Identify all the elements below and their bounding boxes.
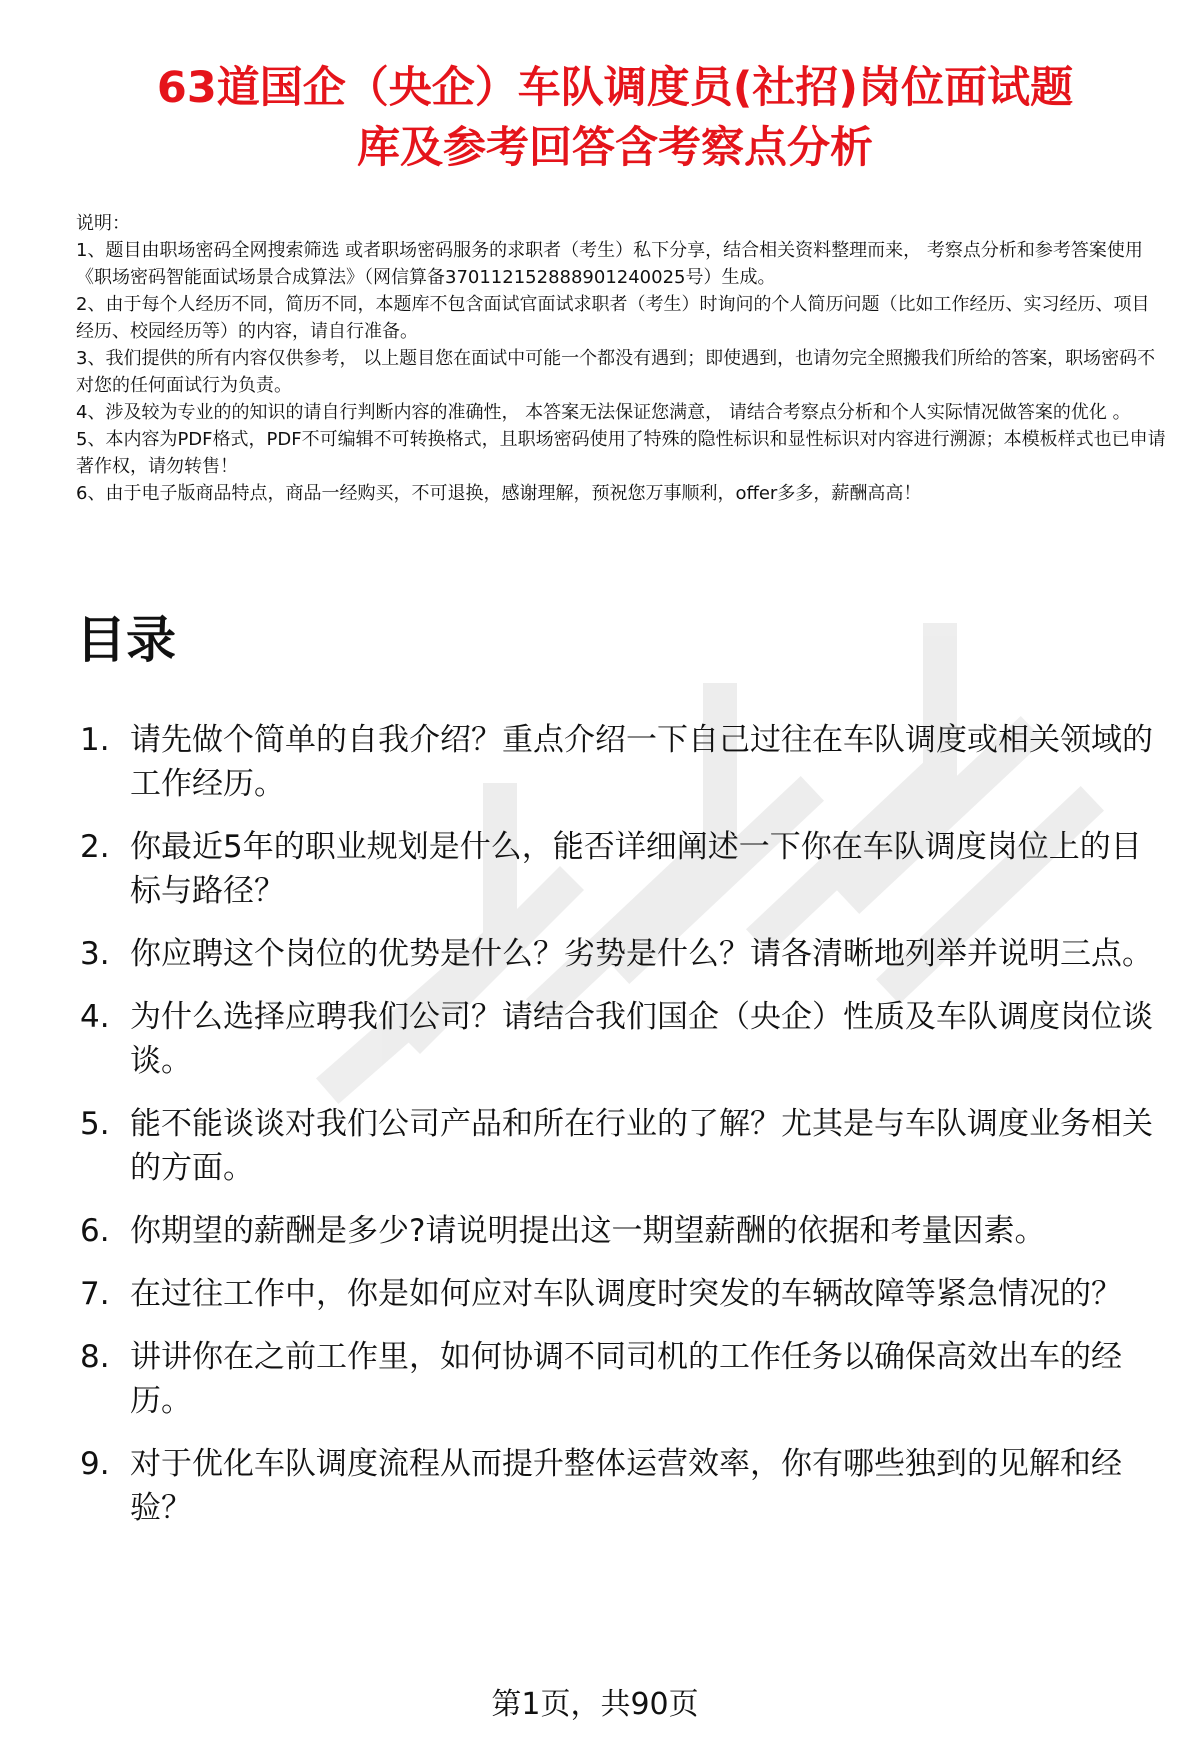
toc-heading: 目录 xyxy=(76,611,176,669)
toc-item-text: 对于优化车队调度流程从而提升整体运营效率，你有哪些独到的见解和经验？ xyxy=(130,1446,1122,1526)
note-item: 6、由于电子版商品特点，商品一经购买，不可退换，感谢理解，预祝您万事顺利，offer多多，薪酬高高！ xyxy=(76,483,922,504)
toc-item-text: 为什么选择应聘我们公司？请结合我们国企（央企）性质及车队调度岗位谈谈。 xyxy=(130,999,1153,1079)
toc-item-text: 你最近5年的职业规划是什么，能否详细阐述一下你在车队调度岗位上的目标与路径？ xyxy=(130,829,1142,909)
note-item: 4、涉及较为专业的的知识的请自行判断内容的准确性， 本答案无法保证您满意， 请结合考察点分析和个人实际情况做答案的优化 。 xyxy=(76,402,1131,423)
toc-item-text: 你期望的薪酬是多少?请说明提出这一期望薪酬的依据和考量因素。 xyxy=(130,1213,1046,1249)
note-item: 2、由于每个人经历不同，简历不同，本题库不包含面试官面试求职者（考生）时询问的个人简历问题（比如工作经历、实习经历、项目经历、校园经历等）的内容，请自行准备。 xyxy=(76,294,1150,342)
notes-heading: 说明： xyxy=(76,213,130,234)
toc-item-number: 4. xyxy=(80,999,110,1035)
toc-item-number: 8. xyxy=(80,1339,110,1375)
title-line-2: 库及参考回答含考察点分析 xyxy=(357,123,873,173)
toc-item[interactable] xyxy=(80,1335,1160,1423)
note-item: 3、我们提供的所有内容仅供参考， 以上题目您在面试中可能一个都没有遇到；即使遇到，也请勿完全照搬我们所给的答案，职场密码不对您的任何面试行为负责。 xyxy=(76,348,1156,396)
toc-item-text: 请先做个简单的自我介绍？重点介绍一下自己过往在车队调度或相关领域的工作经历。 xyxy=(130,722,1153,802)
toc-item-number: 6. xyxy=(80,1213,110,1249)
toc-item[interactable] xyxy=(80,932,1160,976)
page-number-footer: 第1页，共90页 xyxy=(491,1687,699,1722)
toc-item-text: 你应聘这个岗位的优势是什么？劣势是什么？请各清晰地列举并说明三点。 xyxy=(130,936,1153,972)
toc-item-text: 能不能谈谈对我们公司产品和所在行业的了解？尤其是与车队调度业务相关的方面。 xyxy=(130,1106,1153,1186)
document-title xyxy=(60,58,1170,178)
notes-section xyxy=(76,210,1166,507)
title-line-1: 63道国企（央企）车队调度员(社招)岗位面试题 xyxy=(156,63,1074,113)
toc-item[interactable] xyxy=(80,1442,1160,1530)
toc-item-number: 9. xyxy=(80,1446,110,1482)
toc-item[interactable] xyxy=(80,1102,1160,1190)
toc-item-number: 5. xyxy=(80,1106,110,1142)
toc-item-number: 2. xyxy=(80,829,110,865)
toc-item-text: 在过往工作中，你是如何应对车队调度时突发的车辆故障等紧急情况的？ xyxy=(130,1276,1122,1312)
toc-item-number: 1. xyxy=(80,722,110,758)
toc-item-number: 3. xyxy=(80,936,110,972)
toc-item-number: 7. xyxy=(80,1276,110,1312)
toc-list xyxy=(80,718,1160,1549)
toc-item[interactable] xyxy=(80,718,1160,806)
toc-item[interactable] xyxy=(80,995,1160,1083)
toc-item[interactable] xyxy=(80,825,1160,913)
note-item: 5、本内容为PDF格式，PDF不可编辑不可转换格式，且职场密码使用了特殊的隐性标识和显性标识对内容进行溯源；本模板样式也已申请著作权，请勿转售！ xyxy=(76,429,1166,477)
note-item: 1、题目由职场密码全网搜索筛选 或者职场密码服务的求职者（考生）私下分享，结合相关资料整理而来， 考察点分析和参考答案使用《职场密码智能面试场景合成算法》（网信算备370112152888901240025号）生成。 xyxy=(76,240,1143,288)
toc-item-text: 讲讲你在之前工作里，如何协调不同司机的工作任务以确保高效出车的经历。 xyxy=(130,1339,1122,1419)
toc-item[interactable] xyxy=(80,1209,1160,1253)
toc-item[interactable] xyxy=(80,1272,1160,1316)
